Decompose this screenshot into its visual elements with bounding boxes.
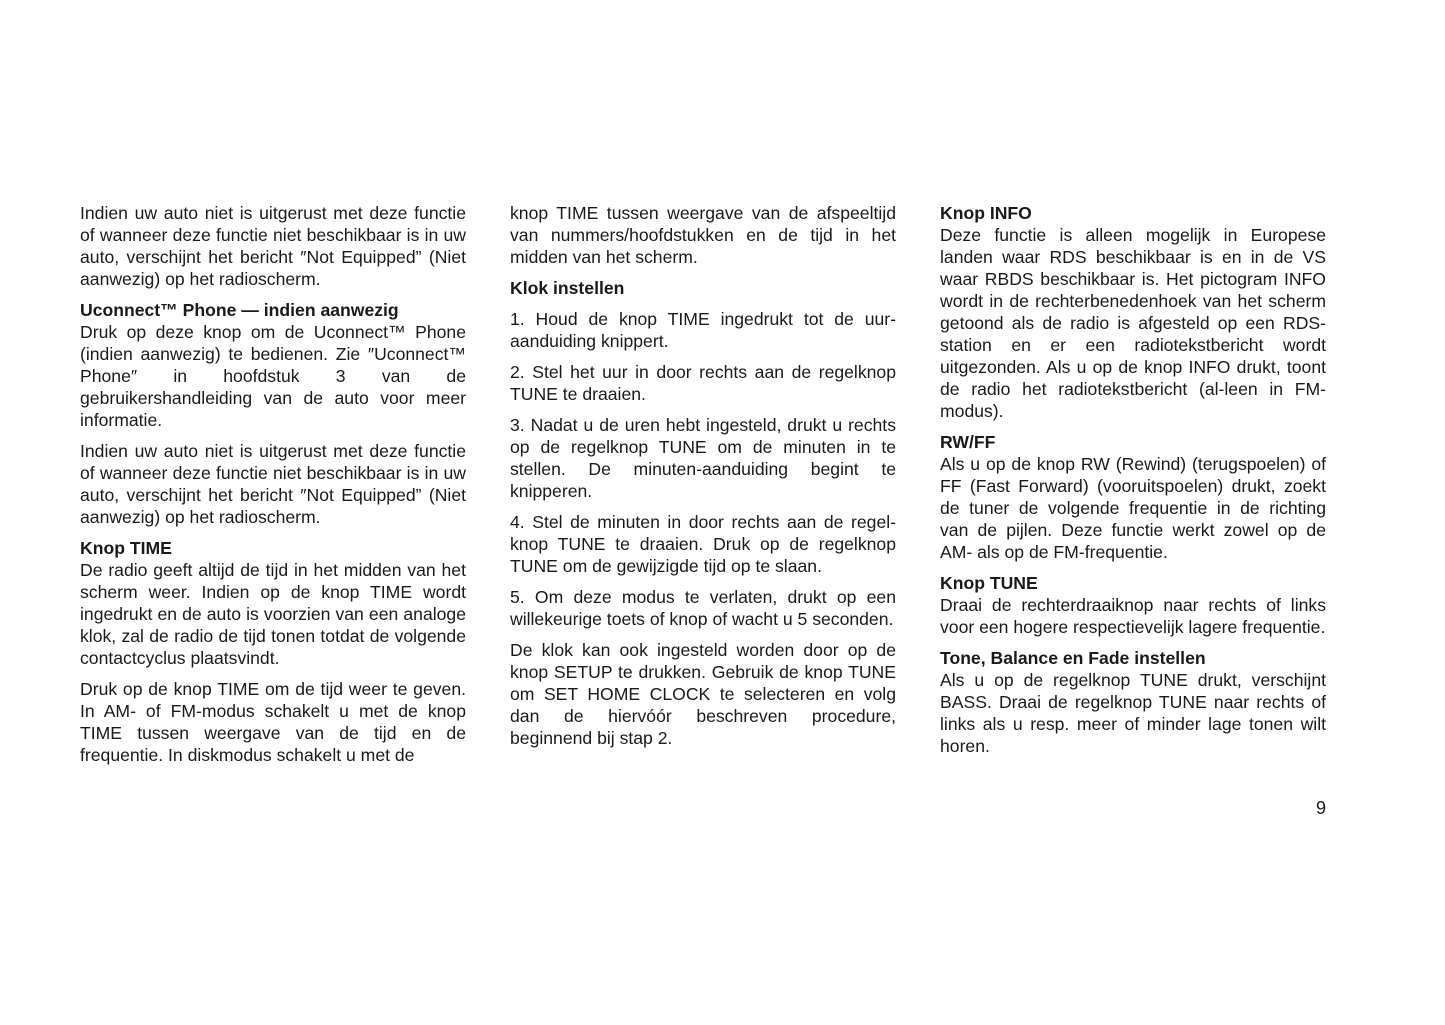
heading-knop-tune: Knop TUNE <box>940 573 1038 593</box>
step-1: 1. Houd de knop TIME ingedrukt tot de uur-aanduiding knippert. <box>510 309 896 351</box>
column-left <box>80 202 466 775</box>
page-number: 9 <box>1315 798 1326 818</box>
heading-knop-time: Knop TIME <box>80 538 172 558</box>
paragraph-tune: Draai de rechterdraaiknop naar rechts of links voor een hogere respectievelijk lagere frequentie. <box>940 595 1326 637</box>
paragraph-not-equipped-1: Indien uw auto niet is uitgerust met deze functie of wanneer deze functie niet beschikbaar is in uw auto, verschijnt het bericht ″Not Equipped” (Niet aanwezig) op het radioscherm. <box>80 203 466 289</box>
heading-klok-instellen: Klok instellen <box>510 278 625 298</box>
heading-knop-info: Knop INFO <box>940 203 1032 223</box>
heading-rw-ff: RW/FF <box>940 432 996 452</box>
step-3: 3. Nadat u de uren hebt ingesteld, drukt u rechts op de regelknop TUNE om de minuten in te stellen. De minuten-aanduiding begint te knipperen. <box>510 415 896 501</box>
step-4: 4. Stel de minuten in door rechts aan de regel-knop TUNE te draaien. Druk op de regelknop TUNE om de gewijzigde tijd op te slaan. <box>510 512 896 576</box>
paragraph-time-1: De radio geeft altijd de tijd in het midden van het scherm weer. Indien op de knop TIME wordt ingedrukt en de auto is voorzien van een analoge klok, zal de radio de tijd tonen totdat de volgende contactcyclus plaatsvindt. <box>80 560 466 668</box>
paragraph-info: Deze functie is alleen mogelijk in Europese landen waar RDS beschikbaar is en in de VS waar RBDS beschikbaar is. Het pictogram INFO wordt in de rechterbenedenhoek van het scherm getoond als de radio is afgesteld op een RDS-station en er een radiotekstbericht wordt uitgezonden. Als u op de knop INFO drukt, toont de radio het radiotekstbericht (al-leen in FM-modus). <box>940 225 1326 421</box>
paragraph-not-equipped-2: Indien uw auto niet is uitgerust met deze functie of wanneer deze functie niet beschikbaar is in uw auto, verschijnt het bericht ″Not Equipped” (Niet aanwezig) op het radioscherm. <box>80 441 466 527</box>
paragraph-time-2: Druk op de knop TIME om de tijd weer te geven. In AM- of FM-modus schakelt u met de knop TIME tussen weergave van de tijd en de frequentie. In diskmodus schakelt u met de <box>80 679 466 765</box>
step-5: 5. Om deze modus te verlaten, drukt op een willekeurige toets of knop of wacht u 5 seconden. <box>510 587 896 629</box>
paragraph-tone: Als u op de regelknop TUNE drukt, verschijnt BASS. Draai de regelknop TUNE naar rechts of links als u resp. meer of minder lage tonen wilt horen. <box>940 670 1326 756</box>
heading-tone-balance-fade: Tone, Balance en Fade instellen <box>940 648 1206 668</box>
paragraph-rw-ff: Als u op de knop RW (Rewind) (terugspoelen) of FF (Fast Forward) (vooruitspoelen) drukt, zoekt de tuner de volgende frequentie in de richting van de pijlen. Deze functie werkt zowel op de AM- als op de FM-frequentie. <box>940 454 1326 562</box>
heading-uconnect-phone: Uconnect™ Phone — indien aanwezig <box>80 300 399 320</box>
column-middle <box>510 202 896 758</box>
paragraph-uconnect-phone: Druk op deze knop om de Uconnect™ Phone (indien aanwezig) te bedienen. Zie ″Uconnect™ Phone″ in hoofdstuk 3 van de gebruikershandleiding van de auto voor meer informatie. <box>80 322 466 430</box>
paragraph-setup: De klok kan ook ingesteld worden door op de knop SETUP te drukken. Gebruik de knop TUNE om SET HOME CLOCK te selecteren en volg dan de hiervóór beschreven procedure, beginnend bij stap 2. <box>510 640 896 748</box>
paragraph-time-continued: knop TIME tussen weergave van de afspeeltijd van nummers/hoofdstukken en de tijd in het midden van het scherm. <box>510 203 896 267</box>
step-2: 2. Stel het uur in door rechts aan de regelknop TUNE te draaien. <box>510 362 896 404</box>
column-right <box>940 202 1326 766</box>
